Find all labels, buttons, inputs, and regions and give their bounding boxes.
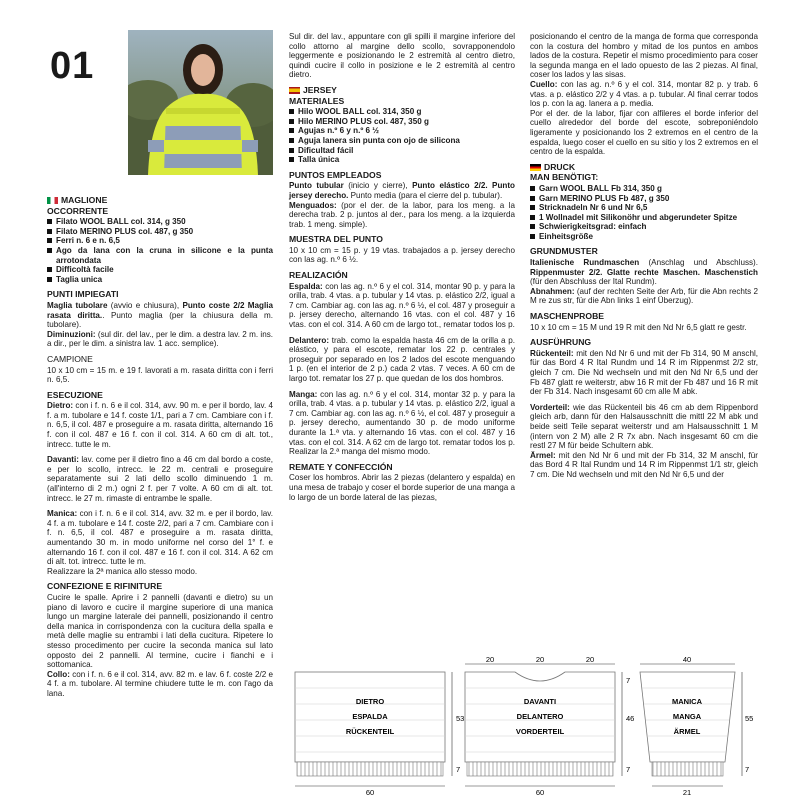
davanti-label: Davanti: (47, 455, 79, 465)
punti-text-2: . Punto maglia (per la chiusura della m. tubolare). (47, 310, 273, 330)
front-top-mid: 20 (535, 655, 545, 664)
spanish-continuation: posicionando el centro de la manga de forma que corresponda con la costura del hombro y mitad de los puntos en ambos lados de la costura. Repetir el mismo procedimiento para coser la segunda manga en el lado opuesto de las 2 piezas. Al final, coser los lados y las sisas. (530, 32, 758, 80)
punti-text: (avvio e chiusura), (107, 300, 183, 310)
list-item: Taglia unica (47, 275, 273, 285)
list-item: Dificultad fácil (289, 146, 515, 156)
back-label-de: RÜCKENTEIL (345, 727, 395, 736)
front-label-de: VORDERTEIL (515, 727, 565, 736)
back-width: 60 (365, 788, 375, 797)
remate-heading: REMATE Y CONFECCIÓN (289, 461, 393, 472)
front-label-es: DELANTERO (516, 712, 564, 721)
back-rib: 7 (456, 765, 461, 774)
back-height: 53 (456, 714, 465, 723)
punti-bold: Maglia tubolare (47, 300, 108, 310)
vorderteil-label: Vorderteil: (530, 402, 570, 412)
abnahmen-text: (auf der rechten Seite der Arb, für die Abn rechts 2 M re zus str, für die Abn links 1 einf Überzug). (530, 286, 758, 306)
cuello-text: con las ag. n.º 6 y el col. 314, montar 82 p. y trab. 6 vtas. a p. elástico 2/2 y 4 vtas. a p. tubular. Al final cerrar todos los p. con la ag. lanera a p. media. (530, 79, 758, 109)
list-item: Hilo WOOL BALL col. 314, 350 g (289, 107, 515, 117)
esecuzione-heading: ESECUZIONE (47, 389, 103, 400)
grundmuster-bold-2: Rippenmuster 2/2. Glatte rechte Maschen. Maschenstich (530, 267, 758, 277)
diminuzioni-label: Diminuzioni: (47, 329, 96, 339)
grundmuster-heading: GRUNDMUSTER (530, 246, 598, 257)
front-top-left: 20 (485, 655, 495, 664)
sleeve-schematic (640, 655, 753, 797)
espalda-label: Espalda: (289, 281, 323, 291)
campione-heading: CAMPIONE (47, 353, 93, 364)
sleeve-rib: 7 (745, 765, 750, 774)
menguados-label: Menguados: (289, 200, 337, 210)
list-item: Talla única (289, 155, 515, 165)
sleeve-label-es: MANGA (672, 712, 702, 721)
realizacion-heading: REALIZACIÓN (289, 270, 348, 281)
vorderteil-text: wie das Rückenteil bis 46 cm ab dem Rippenbord gleich arb, dann für den Halsausschnitt die mittl 22 M abk und beide seitl Teile separat weiterstr und am Halsausschnitt 1 M (intern von 2 M) alle 2 R 7x abn. Nach insgesamt 60 cm die restl 27 M für beide Schultern abk. (530, 402, 758, 451)
sleeve-height: 55 (745, 714, 754, 723)
espalda-text: con las ag. n.º 6 y el col. 314, montar 90 p. y para la orilla, trab. 4 vtas. a p. tubular y 14 vtas. p. elástico 2/2, igual a 7 cm. Cambiar ag. con las ag. n.º 6 ½, el col. 487 y proseguir a p. jersey derecho, alternando 16 vtas. con el col. 487 y 16 vtas. con el col. 314. A 60 cm de largo tot., rematar todos los p. (289, 281, 515, 330)
front-width: 60 (535, 788, 545, 797)
pattern-number: 01 (50, 45, 95, 87)
maschenprobe-text: 10 x 10 cm = 15 M und 19 R mit den Nd Nr 6,5 glatt re gestr. (530, 322, 747, 332)
puntos-heading: PUNTOS EMPLEADOS (289, 169, 382, 180)
list-item: Filato WOOL BALL col. 314, g 350 (47, 217, 273, 227)
back-label-es: ESPALDA (352, 712, 388, 721)
punti-heading: PUNTI IMPIEGATI (47, 289, 119, 300)
grundmuster-bold: Italienische Rundmaschen (530, 258, 640, 268)
front-neck: 7 (626, 676, 631, 685)
campione-text: 10 x 10 cm = 15 m. e 19 f. lavorati a m. rasata diritta con i ferri n. 6,5. (47, 365, 273, 385)
manica-text-2: Realizzare la 2ª manica allo stesso modo. (47, 566, 198, 576)
list-item: Einheitsgröße (530, 232, 758, 242)
benoetigt-heading: MAN BENÖTIGT: (530, 172, 599, 183)
materiales-heading: MATERIALES (289, 95, 345, 106)
rueckenteil-text: mit den Nd Nr 6 und mit der Fb 314, 90 M anschl, für das Bord 4 R Ital Rundm und 14 R im Rippenmst 2/2 str, gleich 7 cm. Die Nd wechseln und mit den Nd Nr 6,5 und der Fb 487 glatt re weiterstr, abw 16 R mit der Fb 487 und 16 R mit der Fb 314. Nach insgesamt 60 cm alle M abk. (530, 348, 758, 397)
diminuzioni-text: (sul dir. del lav., per le dim. a destra lav. 2 m. ins. a dir., per le dim. a sinistra lav. 1 acc. semplice). (47, 329, 273, 349)
italian-continuation: Sul dir. del lav., appuntare con gli spilli il margine inferiore del collo attorno al margine dello scollo, sovrapponendolo leggermente e posizionando le 2 estremità al centro dietro, quindi cucire il collo in posizione e le 2 estremità al centro dietro. (289, 32, 515, 80)
manica-text: con i f. n. 6 e il col. 314, avv. 32 m. e per il bordo, lav. 4 f. a m. tubolare e 14 f. coste 2/2, pari a 7 cm. Cambiare con i f. n. 6,5, il col. 487 e proseguire a m. rasata diritta, aumentando 30 m. in modo uniforme nel corso del 1° f. e alternando 16 f. con il col. 487 e 16 f. con il col. 314. A 62 cm di alt. tot. intrecc. tutte le m. (47, 509, 273, 567)
manga-label: Manga: (289, 389, 318, 399)
list-item: 1 Wollnadel mit Silikonöhr und abgerundeter Spitze (530, 213, 758, 223)
menguados-text: (por el der. de la labor, para los meng. a la derecha trab. 2 p. juntos al der., para los meng. a la izquierda trab. 1 meng. simple). (289, 200, 515, 229)
grundmuster-text: (Anschlag und Abschluss). (639, 258, 758, 268)
confezione-text: Cucire le spalle. Aprire i 2 pannelli (davanti e dietro) su un piano di lavoro e cucire il margine superiore di una manica lungo un margine laterale dei pannelli, posizionando il centro della manica in corrispondenza con la cucitura della spalla e metà delle maglie su entrambi i lati della cucitura. Ripetere lo stesso procedimento per cucire la seconda manica sul lato opposto dei 2 pannelli. Al termine, cucire i fianchi e i sottomanica. (47, 592, 273, 670)
sleeve-width: 21 (682, 788, 692, 797)
delantero-label: Delantero: (289, 335, 330, 345)
sleeve-label-de: ÄRMEL (673, 727, 701, 736)
list-item: Schwierigkeitsgrad: einfach (530, 222, 758, 232)
puntos-text-2: Punto media (para el cierre del p. tubular). (348, 190, 503, 200)
delantero-text: trab. como la espalda hasta 46 cm de la orilla a p. elástico, y para el escote, rematar los 22 p. centrales y proseguir por separado en los 2 lados del escote menguando 1 p. (en el interior de 2 p.) cada 2 vtas. 7 veces. A 60 cm de largo tot. rematar los 27 p. que quedan de los dos hombros. (289, 335, 515, 383)
aermel-text: mit den Nd Nr 6 und mit der Fb 314, 32 M anschl, für das Bord 4 R Ital Rundm und 14 R im Rippenmst 1/1 str, gleich 7 cm. Die Nd wechseln und mit den Nd Nr 6,5 und der (530, 450, 758, 479)
sleeve-top: 40 (682, 655, 692, 664)
italian-title-text: MAGLIONE (61, 195, 108, 205)
back-label-it: DIETRO (355, 697, 385, 706)
collo-text: con i f. n. 6 e il col. 314, avv. 82 m. e lav. 6 f. coste 2/2 e 4 f. a m. tubolare. Al termine chiudere tutte le m. con l'ago da lana. (47, 669, 273, 698)
list-item: Ago da lana con la cruna in silicone e la punta arrotondata (47, 246, 273, 265)
grundmuster-text-2: (für den Abschluss der Ital Rundm). (530, 277, 657, 287)
list-item: Difficoltà facile (47, 265, 273, 275)
front-schematic (465, 655, 634, 797)
ausfuehrung-heading: AUSFÜHRUNG (530, 337, 592, 348)
abnahmen-label: Abnahmen: (530, 286, 575, 296)
list-item: Garn WOOL BALL Fb 314, 350 g (530, 184, 758, 194)
sleeve-label-it: MANICA (672, 697, 702, 706)
list-item: Aguja lanera sin punta con ojo de silicona (289, 136, 515, 146)
muestra-text: 10 x 10 cm = 15 p. y 19 vtas. trabajados a p. jersey derecho con las ag. n.º 6 ½. (289, 245, 515, 265)
cuello-text-2: Por el der. de la labor, fijar con alfileres el borde inferior del cuello alrededor del borde del escote, sobreponiéndolo ligeramente y posicionando los 2 extremos en el centro de la espalda, luego coser el cuello en su sitio y los 2 extremos en el centro de la espalda. (530, 108, 758, 157)
puntos-bold: Punto tubular (289, 181, 344, 191)
list-item: Filato MERINO PLUS col. 487, g 350 (47, 227, 273, 237)
manica-label: Manica: (47, 509, 78, 519)
back-schematic (295, 672, 464, 797)
punti-bold-2: Punto coste 2/2 Maglia rasata diritta. (47, 300, 273, 320)
confezione-heading: CONFEZIONE E RIFINITURE (47, 581, 163, 592)
maschenprobe-heading: MASCHENPROBE (530, 311, 605, 322)
list-item: Garn MERINO PLUS Fb 487, g 350 (530, 194, 758, 204)
manga-text: con las ag. n.º 6 y el col. 314, montar 32 p. y para la orilla, trab. 4 vtas. a p. tubular y 14 vtas. p. elástico 2/2, igual a 7 cm. Cambiar ag. con las ag. n.º 6 ½, el col. 487 y proseguir a p. jersey derecho, aumentando 30 p. de modo uniforme durante la 1.ª vta. y alternando 16 vtas. con el col. 487 y 16 vtas. con el col. 314. A 62 cm de largo tot. rematar todos los p. Realizar la 2.ª manga del mismo modo. (289, 389, 515, 457)
dietro-label: Dietro: (47, 401, 74, 411)
occorrente-heading: OCCORRENTE (47, 205, 109, 216)
dietro-text: con i f. n. 6 e il col. 314, avv. 90 m. e per il bordo, lav. 4 f. a m. tubolare e 14 f. coste 1/1, pari a 7 cm. Cambiare con i f. n. 6,5, il col. 487 e proseguire a m. rasata diritta, alternando 16 f. con il col. 487 e 16 f. con il col. 314. A 60 cm di alt. tot., intrecc. tutte le m. (47, 401, 273, 449)
davanti-text: lav. come per il dietro fino a 46 cm dal bordo a coste, e per lo scollo, intrecc. le 22 m. centrali e proseguire separatamente sui 2 lati dello scollo diminuendo 1 m. (all'interno di 2 m.) ogni 2 f. per 7 volte. A 60 cm di alt. tot. intrecc. le 27 m. rimaste di entrambe le spalle. (47, 455, 273, 503)
front-height: 46 (626, 714, 635, 723)
list-item: Stricknadeln Nr 6 und Nr 6,5 (530, 203, 758, 213)
rueckenteil-label: Rückenteil: (530, 348, 574, 358)
list-item: Agujas n.º 6 y n.º 6 ½ (289, 126, 515, 136)
puntos-bold-2: Punto elástico 2/2. Punto jersey derecho. (289, 181, 515, 200)
muestra-heading: MUESTRA DEL PUNTO (289, 234, 383, 245)
list-item: Ferri n. 6 e n. 6,5 (47, 236, 273, 246)
puntos-text: (inicio y cierre), (343, 181, 413, 191)
german-title-text: DRUCK (544, 161, 576, 172)
front-rib: 7 (626, 765, 631, 774)
front-top-right: 20 (585, 655, 595, 664)
cuello-label: Cuello: (530, 79, 558, 89)
list-item: Hilo MERINO PLUS col. 487, 350 g (289, 117, 515, 127)
spanish-title-text: JERSEY (303, 84, 337, 95)
collo-label: Collo: (47, 669, 70, 679)
aermel-label: Ärmel: (530, 450, 556, 460)
remate-text: Coser los hombros. Abrir las 2 piezas (delantero y espalda) en una mesa de trabajo y coser el borde superior de una manga a lo largo de un borde lateral de las piezas, (289, 473, 515, 502)
front-label-it: DAVANTI (523, 697, 557, 706)
